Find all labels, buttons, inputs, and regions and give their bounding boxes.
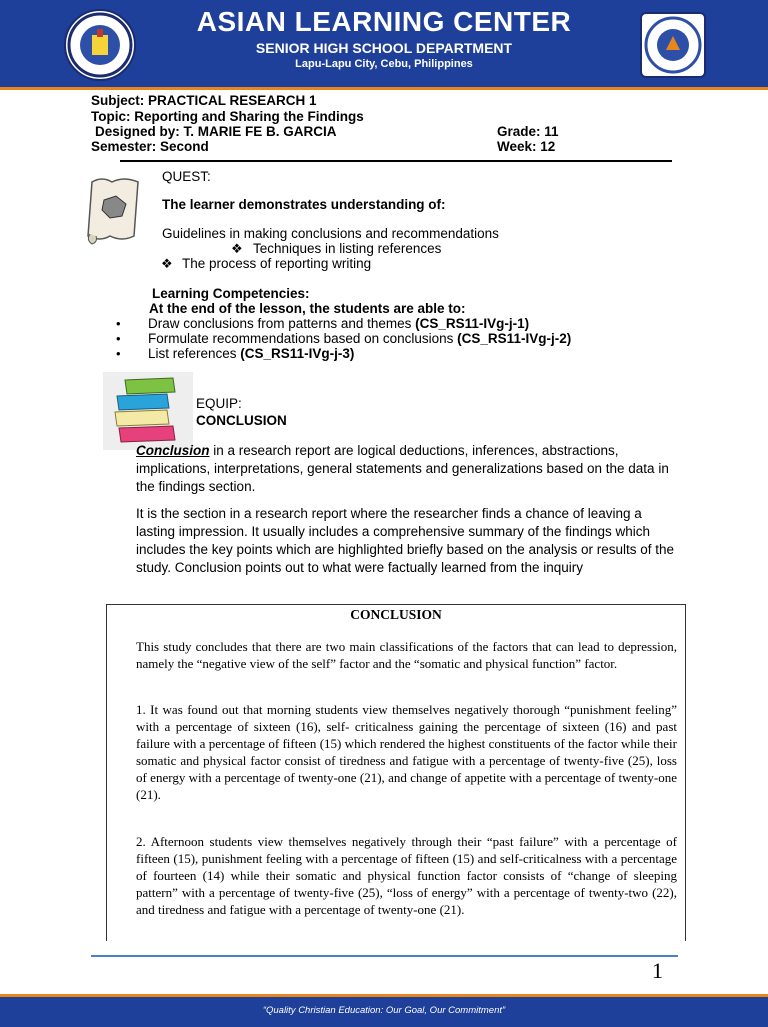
conclusion-keyword: Conclusion (136, 443, 210, 458)
bullet-icon: • (116, 316, 121, 331)
diamond-bullet-icon: ❖ (161, 256, 173, 271)
footer-divider (91, 955, 678, 957)
example-paragraph: 1. It was found out that morning students view themselves negatively thorough “punishment feeling” with a percentage of sixteen (16), self- criticalness gaining the percentage of sixteen (16) and past failure with a percentage of fifteen (15) which rendered the highest constituents of the factor while their somatic and physical factor consist of tiredness and fatigue with a percentage of twenty-five (25), loss of energy with a percentage of twenty-one (21), and change of appetite with a percentage of twenty-one (21). (136, 702, 677, 802)
example-box-title: CONCLUSION (350, 607, 442, 622)
department-name: SENIOR HIGH SCHOOL DEPARTMENT (255, 40, 513, 56)
competency-item: Formulate recommendations based on conclusions (CS_RS11-IVg-j-2) (148, 331, 572, 346)
school-location: Lapu-Lapu City, Cebu, Philippines (295, 58, 473, 70)
equip-label: EQUIP: (196, 396, 242, 411)
conclusion-explanation: It is the section in a research report where the researcher finds a chance of leaving a lasting impression. It usually includes a comprehensive summary of the findings which includes the key points which are highlighted briefly based on the analysis or results of the study. Conclusion points out to what were factually learned from the inquiry (136, 506, 675, 575)
school-seal-icon (640, 12, 706, 78)
scroll-map-icon (82, 174, 148, 246)
competency-item: Draw conclusions from patterns and themes (CS_RS11-IVg-j-1) (148, 316, 530, 331)
guidelines-text: Guidelines in making conclusions and recommendations (162, 226, 499, 241)
week-line: Week: 12 (497, 139, 556, 154)
designer-line: Designed by: T. MARIE FE B. GARCIA (95, 124, 337, 139)
example-paragraph: 2. Afternoon students view themselves negatively through their “past failure” with a percentage of fifteen (15), punishment feeling with a percentage of fifteen (15) and self-criticalness with a percentage of fourteen (14) while their somatic and physical function factor consists of “change of sleeping pattern” with a percentage of twenty-five (25), “loss of energy” with a percentage of twenty-two (22), and tiredness and fatigue with a percentage of twenty-one (21). (136, 834, 677, 917)
subject-line: Subject: PRACTICAL RESEARCH 1 (91, 93, 317, 108)
book-stack-icon (103, 372, 193, 450)
topic-line: Topic: Reporting and Sharing the Findings (91, 109, 364, 124)
footer-banner (0, 994, 768, 1027)
school-motto: “Quality Christian Education: Our Goal, Our Commitment” (262, 1005, 506, 1016)
school-name: ASIAN LEARNING CENTER (196, 6, 572, 37)
semester-line: Semester: Second (91, 139, 209, 154)
header-divider (120, 160, 672, 162)
bullet-icon: • (116, 331, 121, 346)
competency-item: List references (CS_RS11-IVg-j-3) (148, 346, 355, 361)
conclusion-example-box (106, 604, 686, 941)
header-banner (0, 0, 768, 90)
grade-line: Grade: 11 (497, 124, 559, 139)
competencies-title: Learning Competencies: (152, 286, 310, 301)
conclusion-definition: Conclusion in a research report are logical deductions, inferences, abstractions, implications, interpretations, general statements and generalizations based on the data in the findings section. (136, 443, 669, 494)
page-number: 1 (652, 958, 663, 983)
understanding-heading: The learner demonstrates understanding of: (162, 197, 446, 212)
quest-item-techniques: Techniques in listing references (253, 241, 442, 256)
quest-item-process: The process of reporting writing (182, 256, 372, 271)
diamond-bullet-icon: ❖ (231, 241, 243, 256)
quest-label: QUEST: (162, 169, 211, 184)
equip-heading: CONCLUSION (196, 413, 287, 428)
example-paragraph: This study concludes that there are two main classifications of the factors that can lead to depression, namely the “negative view of the self” factor and the “somatic and physical function” factor. (136, 639, 677, 671)
bullet-icon: • (116, 346, 121, 361)
competencies-intro: At the end of the lesson, the students are able to: (149, 301, 466, 316)
